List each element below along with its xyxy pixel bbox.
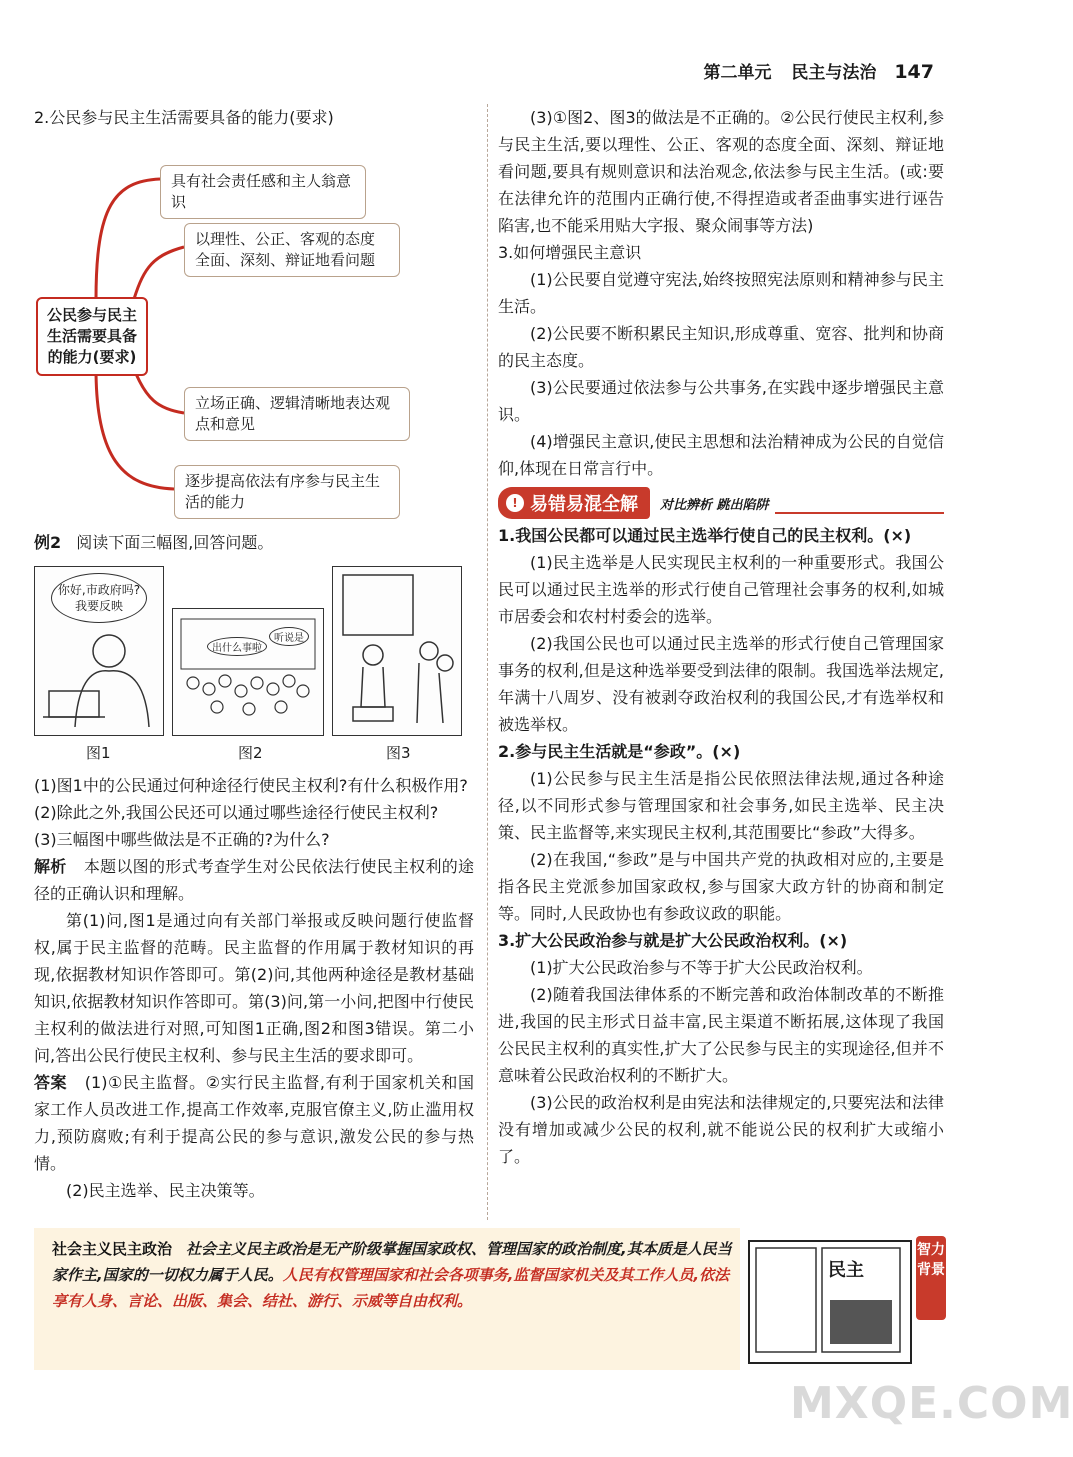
figure-3-caption: 图3 [386,744,411,762]
background-knowledge-box [34,1228,740,1370]
answer-text-1: (1)①民主监督。②实行民主监督,有利于国家机关和国家工作人员改进工作,提高工作效率,克服官僚主义,防止滥用权力,预防腐败;有利于提高公民的参与意识,激发公民的参与热情。 [34,1073,474,1173]
unit-label: 第二单元 [703,63,772,83]
figure-2-label-b: 听说是 [269,627,309,646]
map-item-4: 逐步提高依法有序参与民主生活的能力 [174,465,400,519]
analysis-label: 解析 [34,857,67,876]
map-item-1: 具有社会责任感和主人翁意识 [160,165,366,219]
figure-1-caption: 图1 [86,744,111,762]
example-heading [34,529,474,556]
question-1: (1)图1中的公民通过何种途径行使民主权利?有什么积极作用? [34,776,468,795]
error-3-title: 3.扩大公民政治参与就是扩大公民政治权利。(×) [498,931,848,950]
figure-3-drawing [333,567,461,735]
example-text: 阅读下面三幅图,回答问题。 [76,533,274,552]
section-label: 民主与法治 [791,63,877,83]
figure-2-crowd [172,608,324,736]
warning-icon: ! [506,494,524,512]
error-3-text-2: (2)随着我国法律体系的不断完善和政治体制改革的不断推进,我国的民主形式日益丰富,民主渠道不断拓展,这体现了我国公民民主权利的真实性,扩大了公民参与民主的实现途径,但并不意味着公民政治权利的不断扩大。 [498,985,944,1085]
error-2-text-1: (1)公民参与民主生活是指公民依照法律法规,通过各种途径,以不同形式参与管理国家和社会事务,如民主选举、民主决策、民主监督等,来实现民主权利,其范围要比“参政”大得多。 [498,769,944,842]
answer-label: 答案 [34,1073,68,1092]
awareness-item-1: (1)公民要自觉遵守宪法,始终按照宪法原则和精神参与民主生活。 [498,270,944,316]
analysis-intro [34,853,474,907]
term-definition: 社会主义民主政治是无产阶级掌握国家政权、管理国家的政治制度,其本质是人民当家作主,国家的一切权力属于人民。 [52,1240,732,1284]
error-2-text-2: (2)在我国,“参政”是与中国共产党的执政相对应的,主要是指各民主党派参加国家政权,参与国家大政方针的协商和制定等。同时,人民政协也有参政议政的职能。 [498,850,944,923]
term-label: 社会主义民主政治 [52,1240,173,1258]
figure-1-drawing [35,567,163,735]
heading-democratic-awareness: 3.如何增强民主意识 [498,243,642,262]
term-rights: 人民有权管理国家和社会各项事务,监督国家机关及其工作人员,依法享有人身、言论、出版、集会、结社、游行、示威等自由权利。 [52,1266,730,1310]
page-number: 147 [894,61,934,83]
book-image [748,1240,912,1364]
figure-2-caption: 图2 [238,744,263,762]
banner-subtitle: 对比辨析 跳出陷阱 [660,497,769,513]
book-title: 民主 [828,1260,864,1281]
error-1-text-1: (1)民主选举是人民实现民主权利的一种重要形式。我国公民可以通过民主选举的形式行使自己管理社会事务的权利,如城市居委会和农村村委会的选举。 [498,553,944,626]
map-item-2: 以理性、公正、客观的态度全面、深刻、辩证地看问题 [184,223,400,277]
question-2: (2)除此之外,我国公民还可以通过哪些途径行使民主权利? [34,803,439,822]
map-title: 2.公民参与民主生活需要具备的能力(要求) [34,108,334,127]
error-section-banner [498,488,944,518]
banner-title: 易错易混全解 [530,494,638,515]
error-1-text-2: (2)我国公民也可以通过民主选举的形式行使自己管理国家事务的权利,但是这种选举要受到法律的限制。我国选举法规定,年满十八周岁、没有被剥夺政治权利的我国公民,才有选举权和被选举权。 [498,634,944,734]
error-1-title: 1.我国公民都可以通过民主选举行使自己的民主权利。(×) [498,526,912,545]
figure-3-poster [332,566,462,736]
figure-1-speech-bubble: 你好,市政府吗?我要反映 [51,573,147,623]
right-column [498,104,944,1170]
analysis-text-1: 本题以图的形式考查学生对公民依法行使民主权利的途径的正确认识和理解。 [34,857,474,903]
column-divider [487,104,488,1220]
error-2-title: 2.参与民主生活就是“参政”。(×) [498,742,741,761]
page-header [703,58,934,83]
question-3: (3)三幅图中哪些做法是不正确的?为什么? [34,830,330,849]
mind-map [34,137,474,517]
awareness-item-2: (2)公民要不断积累民主知识,形成尊重、宽容、批判和协商的民主态度。 [498,324,944,370]
error-3-text-3: (3)公民的政治权利是由宪法和法律规定的,只要宪法和法律没有增加或减少公民的权利,就不能说公民的权利扩大或缩小了。 [498,1093,944,1166]
answer-text-2: (2)民主选举、民主决策等。 [66,1181,265,1200]
example-label: 例2 [34,533,62,552]
answer-intro [34,1069,474,1177]
banner-rule [775,512,944,514]
watermark: MXQE.COM [790,1378,1073,1429]
figures [34,566,474,766]
banner-tag [498,487,650,519]
side-tag: 智力背景 [916,1236,946,1320]
awareness-item-4: (4)增强民主意识,使民主思想和法治精神成为公民的自觉信仰,体现在日常言行中。 [498,432,944,478]
awareness-item-3: (3)公民要通过依法参与公共事务,在实践中逐步增强民主意识。 [498,378,944,424]
error-3-text-1: (1)扩大公民政治参与不等于扩大公民政治权利。 [530,958,873,977]
figure-2-label-a: 出什么事啦 [207,637,267,656]
answer-text-3: (3)①图2、图3的做法是不正确的。②公民行使民主权利,参与民主生活,要以理性、公正、客观的态度全面、深刻、辩证地看问题,要具有规则意识和法治观念,依法参与民主生活。(或:要在法律允许的范围内正确行使,不得捏造或者歪曲事实进行诬告陷害,也不能采用贴大字报、聚众闹事等方法) [498,108,944,235]
map-center-node: 公民参与民主生活需要具备的能力(要求) [36,297,148,376]
question-list [34,772,474,853]
figure-1-phone-call [34,566,164,736]
analysis-text-2: 第(1)问,图1是通过向有关部门举报或反映问题行使监督权,属于民主监督的范畴。民主监督的作用属于教材知识的再现,依据教材知识作答即可。第(2)问,其他两种途径是教材基础知识,依据教材知识作答即可。第(3)问,第一小问,把图中行使民主权利的做法进行对照,可知图1正确,图2和图3错误。第二小问,答出公民行使民主权利、参与民主生活的要求即可。 [34,911,474,1065]
background-knowledge-text [52,1236,742,1314]
map-item-3: 立场正确、逻辑清晰地表达观点和意见 [184,387,410,441]
left-column [34,104,474,1204]
